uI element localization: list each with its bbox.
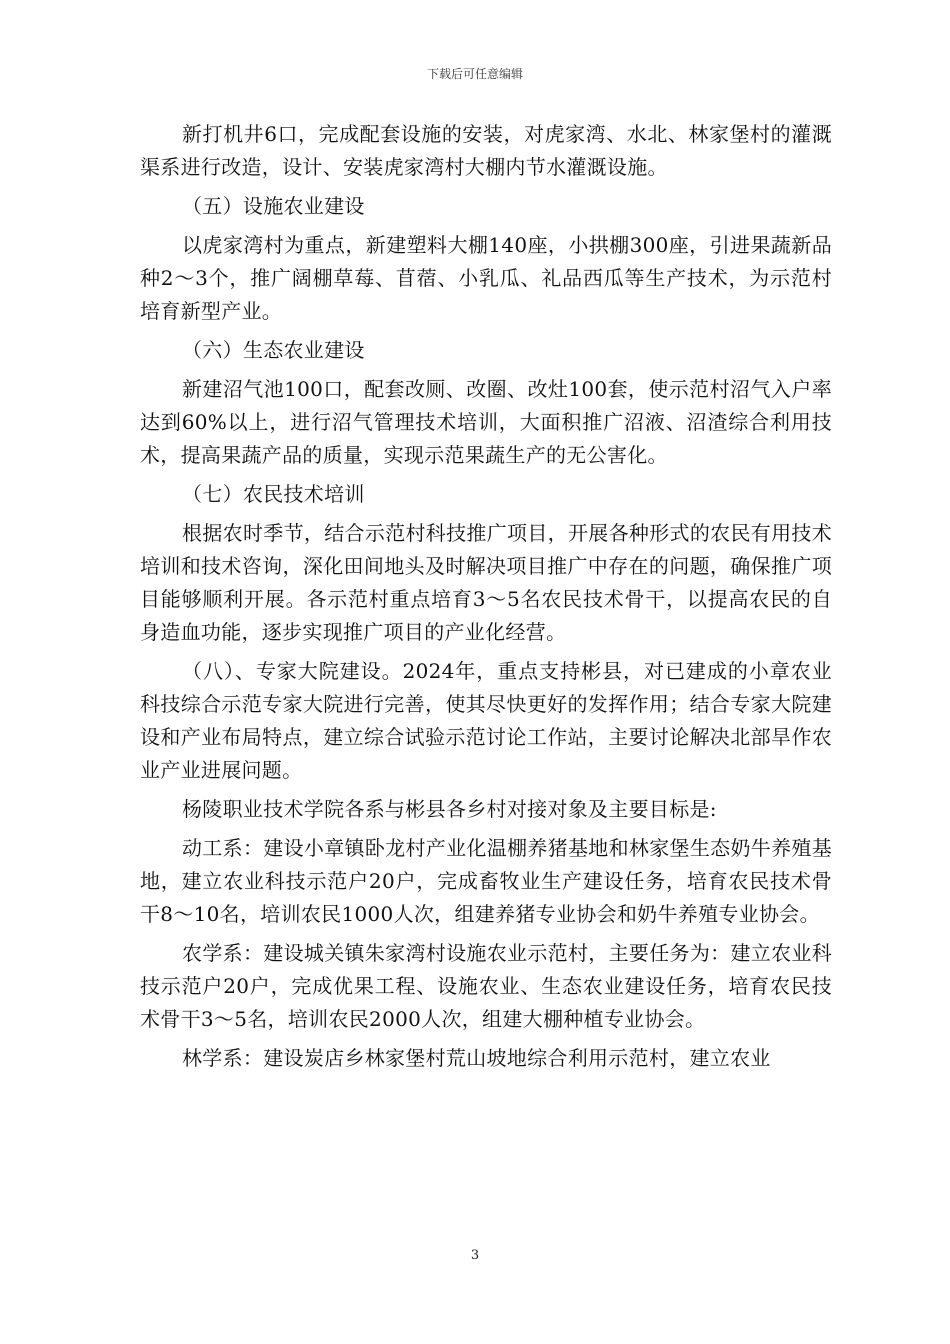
paragraph: 林学系：建设炭店乡林家堡村荒山坡地综合利用示范村，建立农业 (182, 1046, 771, 1070)
document-body (140, 118, 832, 1081)
paragraph: 新打机井6口，完成配套设施的安装，对虎家湾、水北、林家堡村的灌溉渠系进行改造，设计、安装虎家湾村大棚内节水灌溉设施。 (140, 122, 832, 179)
page-header-note: 下载后可任意编辑 (426, 67, 523, 81)
paragraph: 动工系：建设小章镇卧龙村产业化温棚养猪基地和林家堡生态奶牛养殖基地，建立农业科技示范户20户，完成畜牧业生产建设任务，培育农民技术骨干8～10名，培训农民1000人次，组建养猪专业协会和奶牛养殖专业协会。 (140, 836, 832, 926)
section-heading: （七）农民技术培训 (182, 482, 365, 506)
paragraph: 根据农时季节，结合示范村科技推广项目，开展各种形式的农民有用技术培训和技术咨询，深化田间地头及时解决项目推广中存在的问题，确保推广项目能够顺利开展。各示范村重点培育3～5名农民技术骨干，以提高农民的自身造血功能，逐步实现推广项目的产业化经营。 (140, 521, 832, 644)
paragraph: 杨陵职业技术学院各系与彬县各乡村对接对象及主要目标是: (182, 797, 717, 821)
section-heading: （五）设施农业建设 (182, 194, 365, 218)
page-number: 3 (470, 1248, 480, 1263)
paragraph: 以虎家湾村为重点，新建塑料大棚140座，小拱棚300座，引进果蔬新品种2～3个，推广阔棚草莓、苜蓿、小乳瓜、礼品西瓜等生产技术，为示范村培育新型产业。 (140, 233, 832, 323)
paragraph: 农学系：建设城关镇朱家湾村设施农业示范村，主要任务为：建立农业科技示范户20户，完成优果工程、设施农业、生态农业建设任务，培育农民技术骨干3～5名，培训农民2000人次，组建大棚种植专业协会。 (140, 941, 832, 1031)
paragraph: 新建沼气池100口，配套改厕、改圈、改灶100套，使示范村沼气入户率达到60%以上，进行沼气管理技术培训，大面积推广沼液、沼渣综合利用技术，提高果蔬产品的质量，实现示范果蔬生产的无公害化。 (140, 377, 832, 467)
paragraph: （八）、专家大院建设。2024年，重点支持彬县，对已建成的小章农业科技综合示范专家大院进行完善，使其尽快更好的发挥作用；结合专家大院建设和产业布局特点，建立综合试验示范讨论工作站，主要讨论解决北部旱作农业产业进展问题。 (140, 659, 832, 782)
section-heading: （六）生态农业建设 (182, 338, 365, 362)
